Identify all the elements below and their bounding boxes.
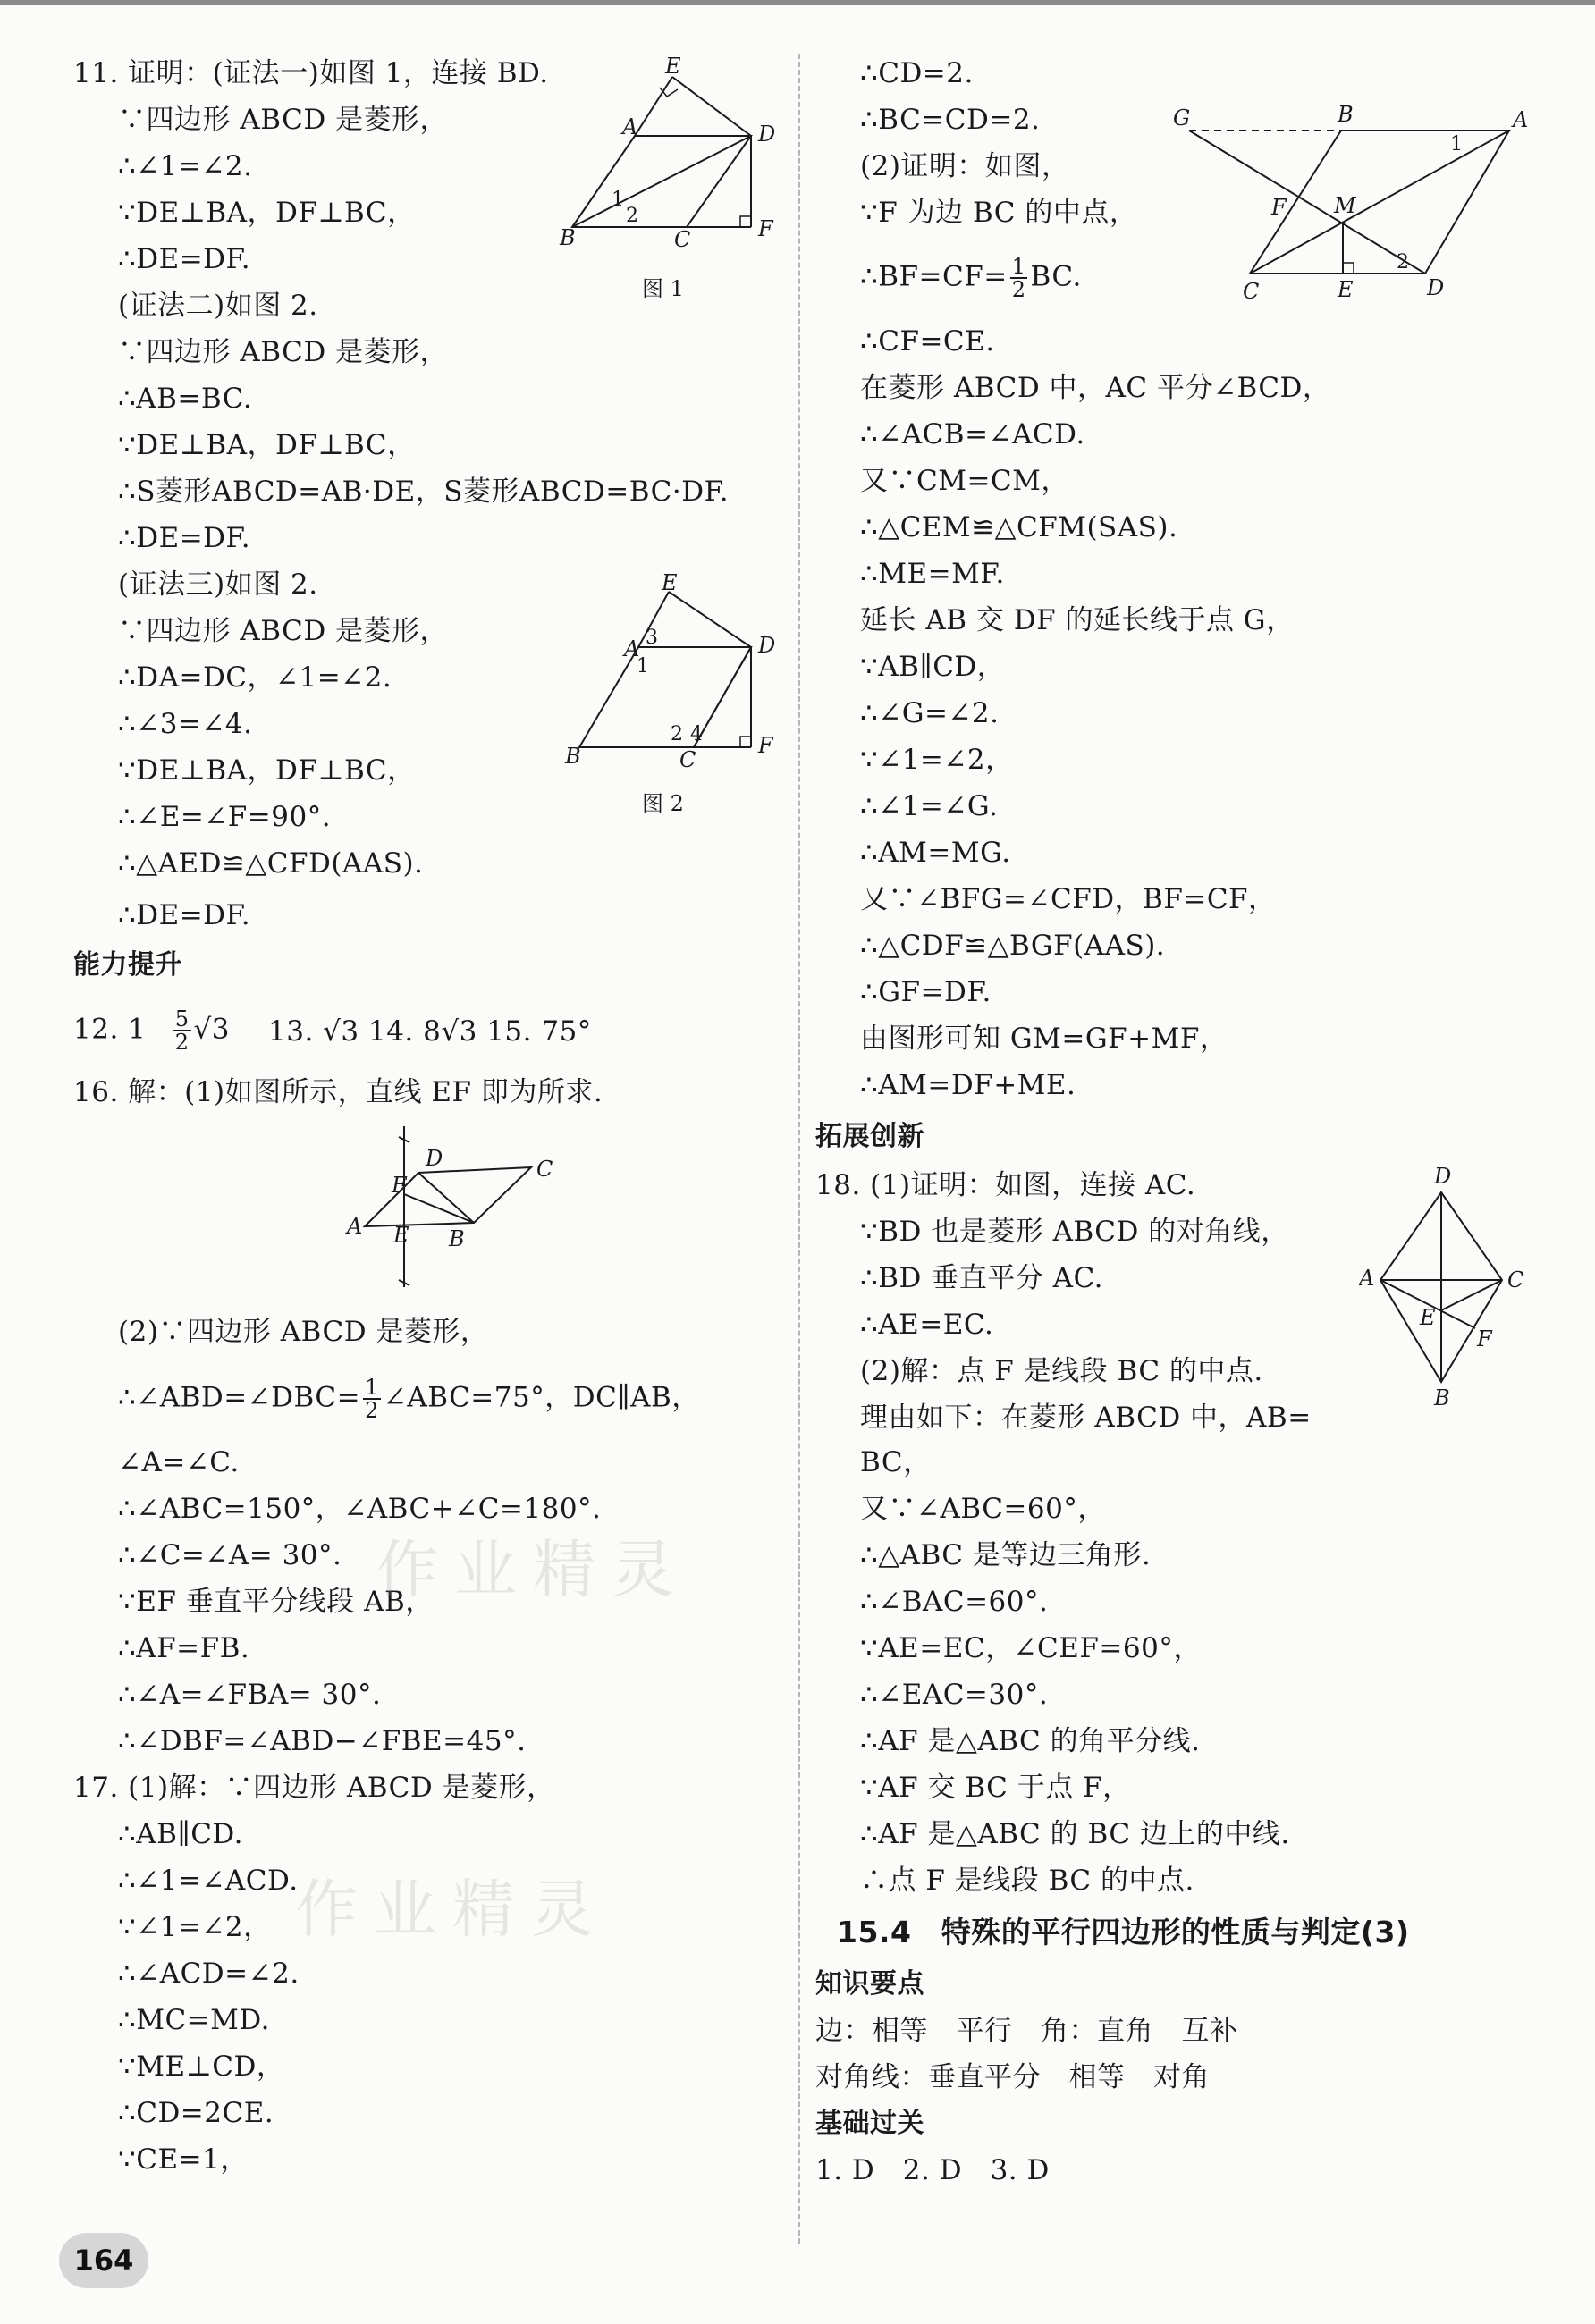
text-line: ∵四边形 ABCD 是菱形，	[118, 336, 449, 368]
text-line: ∴∠DBF=∠ABD−∠FBE=45°.	[118, 1725, 527, 1757]
watermark: 作业精灵	[376, 1533, 690, 1606]
text-line: ∵四边形 ABCD 是菱形，	[118, 615, 449, 647]
svg-text:2: 2	[671, 723, 683, 745]
text-line: ∴△ABC 是等边三角形.	[860, 1539, 1152, 1571]
text-line: ∴∠3=∠4.	[118, 708, 253, 740]
text-line: 在菱形 ABCD 中，AC 平分∠BCD，	[860, 372, 1331, 404]
text-line: ∴∠ABC=150°，∠ABC+∠C=180°.	[118, 1493, 602, 1525]
svg-text:E: E	[662, 570, 678, 595]
svg-text:2: 2	[1397, 251, 1409, 274]
text-line: ∴AE=EC.	[860, 1309, 994, 1341]
text-line: ∴∠G=∠2.	[860, 697, 1000, 729]
text-line: ∴AM=MG.	[860, 837, 1011, 869]
text-line: ∴AF 是△ABC 的 BC 边上的中线.	[860, 1818, 1290, 1850]
section-heading-extension: 拓展创新	[815, 1121, 924, 1152]
svg-text:F: F	[758, 733, 773, 758]
text-line: ∴ME=MF.	[860, 558, 1005, 590]
text-line: (证法二)如图 2.	[118, 290, 318, 322]
svg-text:B: B	[1338, 102, 1354, 127]
text-line: 理由如下：在菱形 ABCD 中，AB=	[860, 1402, 1312, 1434]
text-line: ∴AB∥CD.	[118, 1818, 244, 1850]
fig1-caption: 图 1	[642, 276, 684, 301]
section-title: 15.4 特殊的平行四边形的性质与判定(3)	[837, 1915, 1410, 1949]
text-line: ∵EF 垂直平分线段 AB，	[118, 1586, 434, 1618]
text-line: 又∵∠BFG=∠CFD，BF=CF，	[860, 883, 1277, 915]
text-line: ∴∠BAC=60°.	[860, 1586, 1049, 1618]
text-line: ∴CF=CE.	[860, 325, 995, 358]
text-line: ∴∠ACB=∠ACD.	[860, 418, 1085, 450]
text-line: ∵BD 也是菱形 ABCD 的对角线，	[860, 1216, 1289, 1248]
text-line: 延长 AB 交 DF 的延长线于点 G，	[860, 604, 1295, 636]
text-line: ∴∠ABD=∠DBC= $\frac{1}{2}$ ∠ABC=75°，DC∥AB，	[118, 1375, 700, 1423]
svg-text:F: F	[1477, 1326, 1492, 1351]
text-line: 由图形可知 GM=GF+MF，	[860, 1023, 1228, 1055]
text-line: (2)证明：如图，	[860, 150, 1070, 182]
svg-text:G: G	[1173, 105, 1191, 131]
text-line: ∴DE=DF.	[118, 522, 251, 554]
text-line: ∵四边形 ABCD 是菱形，	[118, 104, 449, 136]
svg-text:D: D	[426, 1146, 443, 1171]
q11-heading: 11. 证明：(证法一)如图 1，连接 BD.	[73, 57, 549, 89]
text-line: ∵DE⊥BA，DF⊥BC，	[118, 197, 416, 229]
text-line: ∴∠C=∠A= 30°.	[118, 1539, 342, 1571]
text-line: ∵ME⊥CD，	[118, 2050, 285, 2083]
svg-text:B: B	[1434, 1385, 1450, 1410]
svg-text:1: 1	[1450, 133, 1463, 156]
text-line: ∵DE⊥BA，DF⊥BC，	[118, 754, 416, 787]
svg-text:1: 1	[612, 189, 624, 211]
svg-text:C: C	[1507, 1267, 1524, 1293]
fig2-diagram	[554, 568, 778, 774]
svg-text:D: D	[1434, 1164, 1452, 1189]
text-line: ∴△CEM≌△CFM(SAS).	[860, 511, 1178, 543]
text-line: ∴△AED≌△CFD(AAS).	[118, 847, 424, 880]
q16-figure	[340, 1117, 572, 1296]
watermark: 作业精灵	[295, 1873, 610, 1946]
svg-text:C: C	[536, 1157, 553, 1182]
svg-text:B: B	[560, 225, 576, 250]
svg-text:C: C	[679, 747, 696, 772]
svg-text:F: F	[758, 216, 773, 241]
text-line: ∴∠A=∠FBA= 30°.	[118, 1679, 382, 1711]
svg-text:M: M	[1334, 193, 1356, 218]
text-line: 又∵CM=CM，	[860, 465, 1069, 497]
text-line: ∵F 为边 BC 的中点，	[860, 197, 1138, 229]
text-line: 1. D 2. D 3. D	[815, 2154, 1050, 2186]
svg-text:C: C	[674, 227, 691, 252]
text-line: ∴∠1=∠2.	[118, 150, 253, 182]
text-line: ∵AE=EC，∠CEF=60°，	[860, 1632, 1202, 1664]
text-line: ∵CE=1，	[118, 2143, 249, 2176]
text-line: ∴AF 是△ABC 的角平分线.	[860, 1725, 1201, 1757]
svg-text:F: F	[1271, 195, 1287, 220]
section-heading-basic: 基础过关	[815, 2108, 924, 2139]
text-line: ∴DA=DC，∠1=∠2.	[118, 661, 392, 694]
svg-text:E: E	[393, 1223, 409, 1248]
svg-text:A: A	[624, 636, 640, 661]
text-line: ∴AF=FB.	[118, 1632, 250, 1664]
text-line: ∴∠ACD=∠2.	[118, 1958, 300, 1990]
section-heading-ability: 能力提升	[73, 949, 182, 981]
svg-text:3: 3	[646, 627, 658, 649]
q12-answer: 12. 1 $\frac{5}{2}$ √3	[73, 1006, 231, 1055]
svg-text:4: 4	[690, 723, 703, 745]
text-line: (2)∵四边形 ABCD 是菱形，	[118, 1316, 489, 1348]
text-line: ∵AF 交 BC 于点 F，	[860, 1772, 1131, 1804]
svg-text:D: D	[758, 633, 776, 658]
text-line: ∴CD=2.	[860, 57, 974, 89]
text-line: (2)解：点 F 是线段 BC 的中点.	[860, 1355, 1263, 1387]
svg-text:2: 2	[626, 205, 638, 227]
text-line: ∵AB∥CD，	[860, 651, 1006, 683]
svg-text:A: A	[1513, 107, 1529, 132]
text-line: BC，	[860, 1446, 932, 1478]
q18-heading: 18. (1)证明：如图，连接 AC.	[815, 1169, 1196, 1201]
q17-heading: 17. (1)解：∵四边形 ABCD 是菱形，	[73, 1772, 555, 1804]
text-line: ∵∠1=∠2，	[118, 1911, 272, 1943]
svg-text:E: E	[1338, 277, 1354, 302]
q13-15-answers: 13. √3 14. 8√3 15. 75°	[268, 1015, 592, 1048]
text-line: ∴MC=MD.	[118, 2004, 271, 2036]
text-line: 对角线：垂直平分 相等 对角	[815, 2061, 1210, 2093]
text-line: ∴△CDF≌△BGF(AAS).	[860, 930, 1166, 962]
q16-heading: 16. 解：(1)如图所示，直线 EF 即为所求.	[73, 1076, 603, 1108]
text-line: ∵DE⊥BA，DF⊥BC，	[118, 429, 416, 461]
text-line: ∴AB=BC.	[118, 383, 253, 415]
text-line: ∴AM=DF+ME.	[860, 1069, 1076, 1101]
svg-text:D: D	[1427, 275, 1445, 300]
column-divider	[798, 54, 800, 2244]
q18-figure	[1359, 1162, 1538, 1412]
text-line: ∴∠EAC=30°.	[860, 1679, 1049, 1711]
text-line: ∴点 F 是线段 BC 的中点.	[860, 1865, 1194, 1897]
text-line: (证法三)如图 2.	[118, 568, 318, 601]
section-heading-key-points: 知识要点	[815, 1968, 924, 2000]
fraction: $\frac{1}{2}$	[365, 1375, 379, 1423]
text-line: ∴DE=DF.	[118, 899, 251, 931]
svg-text:B: B	[565, 744, 581, 769]
text-line: ∴S菱形ABCD=AB·DE，S菱形ABCD=BC·DF.	[118, 476, 730, 508]
svg-text:A: A	[347, 1214, 363, 1239]
svg-text:1: 1	[637, 655, 649, 678]
text-line: ∴DE=DF.	[118, 243, 251, 275]
text-line: ∴∠1=∠ACD.	[118, 1865, 299, 1897]
q17-figure	[1162, 98, 1538, 313]
text-line: ∴CD=2CE.	[118, 2097, 274, 2129]
fraction: $\frac{5}{2}$	[174, 1006, 190, 1055]
text-line: ∴GF=DF.	[860, 976, 992, 1008]
svg-text:B: B	[449, 1226, 465, 1251]
fraction: $\frac{1}{2}$	[1011, 254, 1026, 302]
text-line: ∴∠1=∠G.	[860, 790, 999, 822]
text-line: ∴BD 垂直平分 AC.	[860, 1262, 1103, 1294]
svg-text:A: A	[622, 114, 638, 139]
fig1-diagram	[554, 55, 778, 261]
svg-text:A: A	[1359, 1266, 1375, 1291]
text-line: 边：相等 平行 角：直角 互补	[815, 2015, 1238, 2047]
svg-text:C: C	[1243, 279, 1260, 304]
svg-text:D: D	[758, 122, 776, 147]
text-line: 又∵∠ABC=60°，	[860, 1493, 1106, 1525]
svg-text:E: E	[1420, 1305, 1436, 1330]
svg-text:F: F	[392, 1173, 407, 1198]
svg-text:E: E	[665, 55, 681, 79]
text-line: ∠A=∠C.	[118, 1446, 240, 1478]
text-line: ∴BC=CD=2.	[860, 104, 1041, 136]
text-line: ∵∠1=∠2，	[860, 744, 1014, 776]
fig2-caption: 图 2	[642, 791, 684, 816]
top-rule	[0, 0, 1595, 5]
text-line: ∴BF=CF= $\frac{1}{2}$ BC.	[860, 254, 1082, 302]
page-number: 164	[59, 2233, 148, 2288]
text-line: ∴∠E=∠F=90°.	[118, 801, 332, 833]
